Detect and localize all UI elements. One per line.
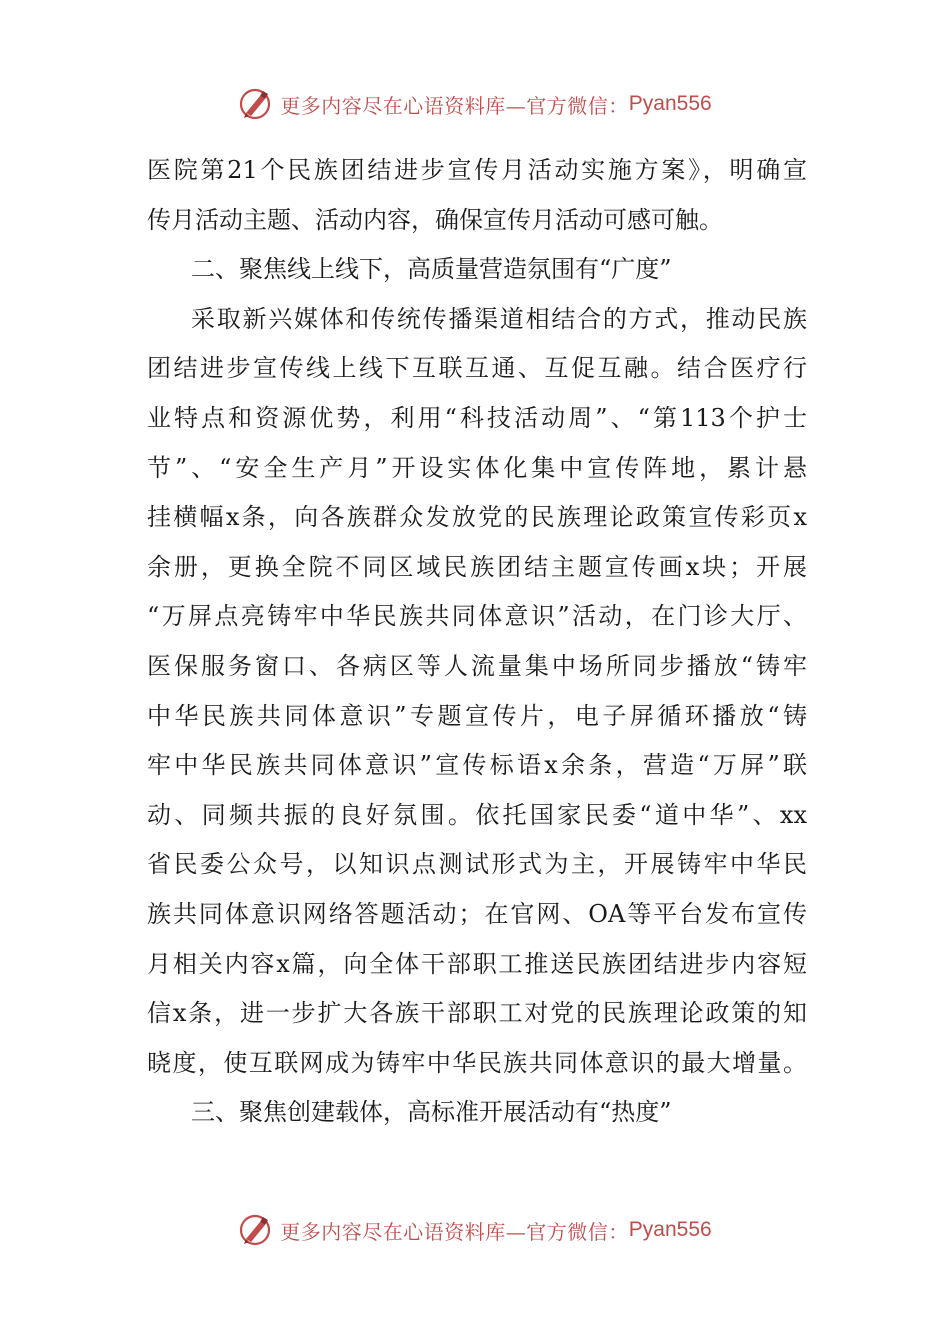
text-line: 晓度，使互联网成为铸牢中华民族共同体意识的最大增量。: [147, 1048, 807, 1077]
footer-watermark: [0, 1210, 950, 1250]
text-line: 信x条，进一步扩大各族干部职工对党的民族理论政策的知: [147, 999, 807, 1028]
header-watermark: [0, 84, 950, 124]
text-line: 牢中华民族共同体意识”宣传标语x余条，营造“万屏”联: [147, 751, 807, 780]
text-line: “万屏点亮铸牢中华民族共同体意识”活动，在门诊大厅、: [147, 602, 807, 631]
watermark-text: 更多内容尽在心语资料库—官方微信：: [280, 1219, 629, 1244]
text-line: 二、聚焦线上线下，高质量营造氛围有“广度”: [191, 255, 672, 284]
document-body: [147, 146, 807, 1138]
text-line: 余册，更换全院不同区域民族团结主题宣传画x块；开展: [147, 552, 807, 581]
watermark-wechat-id: Pyan556: [628, 92, 712, 115]
text-line: 团结进步宣传线上线下互联互通、互促互融。结合医疗行: [147, 354, 807, 383]
watermark-text: 更多内容尽在心语资料库—官方微信：: [280, 93, 629, 118]
text-line: 传月活动主题、活动内容，确保宣传月活动可感可触。: [147, 205, 723, 234]
text-line: 医保服务窗口、各病区等人流量集中场所同步播放“铸牢: [147, 651, 807, 680]
text-line: 月相关内容x篇，向全体干部职工推送民族团结进步内容短: [147, 949, 807, 978]
text-line: 采取新兴媒体和传统传播渠道相结合的方式，推动民族: [191, 304, 807, 333]
text-line: 医院第21个民族团结进步宣传月活动实施方案》，明确宣: [147, 156, 807, 184]
text-line: 中华民族共同体意识”专题宣传片，电子屏循环播放“铸: [147, 701, 807, 730]
watermark-wechat-id: Pyan556: [628, 1218, 712, 1241]
text-line: 族共同体意识网络答题活动；在官网、OA等平台发布宣传: [147, 899, 807, 928]
text-line: 三、聚焦创建载体，高标准开展活动有“热度”: [191, 1098, 672, 1127]
text-line: 挂横幅x条，向各族群众发放党的民族理论政策宣传彩页x: [147, 503, 807, 532]
text-line: 省民委公众号，以知识点测试形式为主，开展铸牢中华民: [147, 850, 807, 879]
text-line: 业特点和资源优势，利用“科技活动周”、“第113个护士: [147, 403, 807, 432]
text-line: 动、同频共振的良好氛围。依托国家民委“道中华”、xx: [147, 800, 807, 829]
pen-logo-icon: [238, 86, 274, 122]
pen-logo-icon: [238, 1212, 274, 1248]
text-line: 节”、“安全生产月”开设实体化集中宣传阵地，累计悬: [147, 453, 807, 482]
